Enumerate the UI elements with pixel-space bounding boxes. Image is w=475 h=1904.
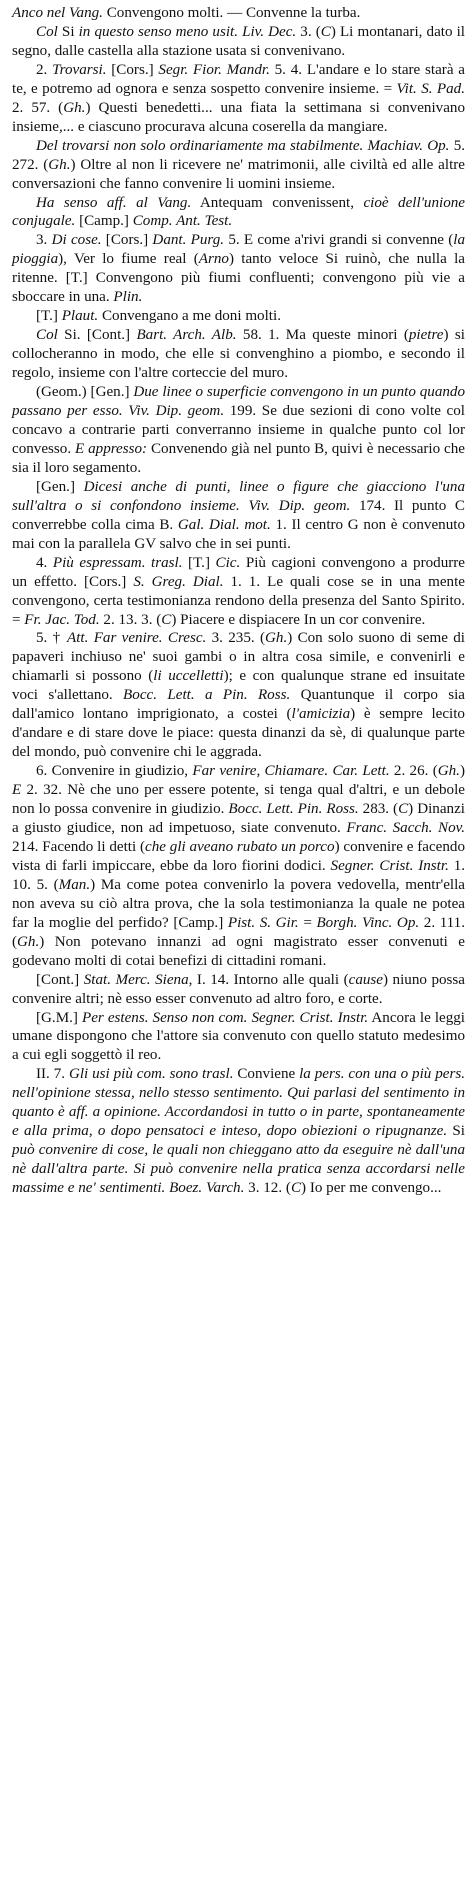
text-run: Si xyxy=(447,1123,465,1140)
text-run: [Cors.] xyxy=(106,61,159,78)
text-run: ) Dinanzi a giusto giudice, non ad impetuoso, siate convenuto. xyxy=(12,801,465,836)
italic-run: Gh. xyxy=(48,156,71,173)
entry-paragraph xyxy=(12,23,465,61)
entry-paragraph xyxy=(12,629,465,762)
italic-run: Plaut. xyxy=(61,308,99,325)
italic-run: Man. xyxy=(58,876,91,893)
entry-paragraph xyxy=(12,478,465,554)
italic-run: Pist. S. Gir. xyxy=(227,914,299,931)
text-run: 1. 10. 5. ( xyxy=(12,857,466,893)
text-run: 3. ( xyxy=(296,23,321,40)
text-run: = xyxy=(298,914,317,931)
text-run: ) Piacere e dispiacere In un cor convenire. xyxy=(171,611,426,628)
text-run: Convenendo già nel punto B, quivi è necessario che sia il loro segamento. xyxy=(12,440,466,476)
italic-run: Borgh. Vinc. Op. xyxy=(316,914,420,931)
text-run: ) si collocheranno in modo, che elle si convenghino a piombo, e secondo il regolo, insieme con l'altre corteccie del muro. xyxy=(12,327,465,382)
italic-run: Fr. Jac. Tod. xyxy=(24,611,100,628)
text-run: 5. 272. ( xyxy=(12,137,466,173)
italic-run: Col xyxy=(36,327,58,344)
italic-run: Gal. Dial. mot. xyxy=(177,516,271,533)
italic-run: Due linee o superficie convengono in un punto quando passano per esso. Viv. Dip. geom. xyxy=(12,384,466,420)
italic-run: Gh. xyxy=(437,763,460,780)
italic-run: Gh. xyxy=(265,630,288,647)
text-run: ) convenire e facendo vista di farli impiccare, ebbe da loro fiorini dodici. xyxy=(12,838,465,874)
italic-run: Di cose. xyxy=(51,232,102,249)
text-run: 2. 32. Nè che uno per essere potente, si tenga qual d'altri, e un debole non lo possa convenire in giudizio. xyxy=(12,782,465,818)
text-run: [Gen.] xyxy=(36,478,84,495)
entry-paragraph xyxy=(12,383,465,478)
text-run: (Geom.) [Gen.] xyxy=(36,384,134,401)
text-run: ); e con qualunque strane ed insuitate voci s'allettano. xyxy=(12,668,465,704)
italic-run: Att. Far venire. Cresc. xyxy=(67,630,207,647)
text-run: ) xyxy=(459,763,465,780)
text-run: 5. E come a'rivi grandi si convenne ( xyxy=(224,232,454,249)
italic-run: Del trovarsi non solo ordinariamente ma stabilmente. Machiav. Op. xyxy=(36,137,450,154)
text-run: 2. 111. ( xyxy=(12,914,465,950)
text-run: [T.] xyxy=(182,554,216,571)
text-run: ) Non potevano innanzi ad ogni magistrato esser convenuti e godevano molti di cotai benefizi di cittadini romani. xyxy=(12,933,465,969)
italic-run: E xyxy=(12,782,22,799)
italic-run: Bocc. Lett. a Pin. Ross. xyxy=(123,687,291,704)
entry-paragraph xyxy=(12,4,465,23)
italic-run: Gh. xyxy=(17,933,40,950)
text-run: ) Con solo suono di seme di papaveri inchiuso ne' suoi gambi o in altra cosa simile, e convenirli e chiamarli si possono ( xyxy=(12,630,465,685)
italic-run: C xyxy=(161,611,172,628)
entry-paragraph xyxy=(12,762,465,970)
entry-paragraph xyxy=(12,1065,465,1198)
italic-run: di cose, le quali non chieggano atto da eseguire nè dall'una nè dall'altra parte. Si può convenire nella pratica senza accordarsi nelle massime e ne' sentimenti. Boez. Varch. xyxy=(12,1142,465,1197)
text-run: 214. Facendo li detti ( xyxy=(12,838,146,855)
text-run: 3. xyxy=(36,232,52,249)
entry-paragraph xyxy=(12,231,465,307)
text-run: 2. xyxy=(36,61,53,78)
text-run: Ancora le leggi umane dispongono che l'attore sia convenuto con quello statuto medesimo a cui egli soggettò il reo. xyxy=(12,1009,466,1064)
italic-run: la pers. con una o più pers. nell'opinione stessa, nello stesso sentimento. Qui parlasi del sentimento in quanto è aff. a opinione. Accordandosi in tutto o in parte, spontaneamente e alla prima, o dopo pensatoci e inteso, dopo obiezioni o ripugnanze. xyxy=(12,1066,465,1140)
italic-run: può convenire xyxy=(12,1142,102,1159)
text-run: Convengono molti. — Convenne la turba. xyxy=(102,5,361,21)
italic-run: Comp. Ant. Test. xyxy=(132,213,233,230)
italic-run: Col xyxy=(36,23,62,40)
italic-run: li uccelletti xyxy=(153,668,224,685)
text-run: 3. 12. ( xyxy=(244,1180,291,1197)
text-run: 199. Se due sezioni di cono volte col concavo a contrarie parti converranno insieme in qualche punto col lor convesso. xyxy=(12,403,465,457)
italic-run: S. Greg. Dial. xyxy=(133,573,224,590)
italic-run: Stat. Merc. Siena, xyxy=(83,971,193,988)
text-run: 6. Convenire in giudizio, xyxy=(36,763,193,780)
italic-run: Più espressam. trasl. xyxy=(52,554,183,571)
italic-run: Per estens. Senso non com. Segner. Crist. Instr. xyxy=(81,1009,369,1026)
italic-run: E appresso: xyxy=(75,440,148,457)
text-run: 283. ( xyxy=(358,801,399,818)
italic-run: che gli aveano rubato un porco xyxy=(145,838,335,855)
italic-run: l'amicizia xyxy=(291,706,351,723)
italic-run: pietre xyxy=(408,327,444,344)
text-run: Convengano a me doni molti. xyxy=(98,308,281,325)
text-run: 3. 235. ( xyxy=(206,630,265,647)
italic-run: Anco nel Vang. xyxy=(12,5,103,21)
text-run: 2. 13. 3. ( xyxy=(99,611,162,628)
text-run: [G.M.] xyxy=(36,1009,82,1026)
text-run: ) tanto veloce Si ruinò, che nulla la ritenne. [T.] Convengono più fiumi confluenti; convengono più vie a sboccare in una. xyxy=(12,251,465,306)
text-run: II. 7. xyxy=(36,1066,69,1083)
text-run: ) Li montanari, dato il segno, dalle castella alla stazione usata si convenivano. xyxy=(12,23,465,59)
text-run: ) Oltre al non li ricevere ne' matrimonii, alle civiltà ed alle altre conversazioni che fanno convenire li uomini insieme. xyxy=(12,156,465,192)
text-run: Conviene xyxy=(233,1066,300,1083)
entry-paragraph xyxy=(12,971,465,1009)
italic-run: in questo senso meno usit. Liv. Dec. xyxy=(74,23,297,40)
entry-paragraph xyxy=(12,554,465,630)
text-run: ) è sempre lecito d'andare e di stare dove le piace: questa dinanzi da sè, di qualunque parte del mondo, può convenire chi le aggrada. xyxy=(12,706,465,761)
text-run: 4. xyxy=(36,554,53,571)
entry-paragraph xyxy=(12,137,465,194)
italic-run: Ha senso aff. al Vang. xyxy=(36,194,192,211)
italic-run: Cic. xyxy=(215,554,241,571)
text-run: [Camp.] xyxy=(75,213,133,230)
text-run: Antequam convenissent, xyxy=(191,194,364,211)
text-run: 5. 4. L'andare e lo stare starà a te, e potremo ad ognora e senza sospetto convenire insieme. = xyxy=(12,61,466,97)
text-run: Più cagioni convengono a produrre un effetto. [Cors.] xyxy=(12,554,465,590)
italic-run: Far venire, Chiamare. Car. Lett. xyxy=(192,763,390,780)
italic-run: Dant. Purg. xyxy=(152,232,225,249)
text-run: I. 14. Intorno alle quali ( xyxy=(192,971,349,988)
italic-run: Trovarsi. xyxy=(52,61,107,78)
italic-run: cioè dell'unione conjugale. xyxy=(12,194,465,230)
entry-paragraph xyxy=(12,1009,465,1066)
italic-run: C xyxy=(290,1180,302,1197)
text-run: 1. 1. Le quali cose se in una mente convengono, certa testimonianza rendono della presenza del Santo Spirito. = xyxy=(12,573,465,628)
text-run: ) niuno possa convenire altri; nè esso esser convenuto ad altro foro, e corte. xyxy=(12,971,465,1007)
entry-paragraph xyxy=(12,326,465,383)
italic-run: Franc. Sacch. Nov. xyxy=(346,819,465,836)
italic-run: Bart. Arch. Alb. xyxy=(136,327,237,344)
entry-paragraph xyxy=(12,61,465,137)
text-run: ) Questi benedetti... una fiata la settimana si convenivano insieme,... e ciascuno procurava alcuna coserella da mangiare. xyxy=(12,99,465,135)
text-run: [Cont.] xyxy=(36,971,84,988)
italic-run: la pioggia xyxy=(12,232,466,268)
italic-run: Gh. xyxy=(63,99,86,116)
italic-run: Arno xyxy=(198,251,229,268)
italic-run: cause xyxy=(348,971,383,988)
italic-run: Plin. xyxy=(113,289,143,306)
text-run: [T.] xyxy=(36,308,62,325)
entry-paragraph xyxy=(12,194,465,232)
italic-run: Dicesi anche di punti, linee o figure che giacciono l'una sull'altra o si confondono insieme. Viv. Dip. geom. xyxy=(12,478,465,514)
text-run: ) Ma come potea convenirlo la povera vedovella, mentr'ella non aveva su ciò altra prova, che la sola testimonianza la quale ne potea far la moglie del perfido? [Camp.] xyxy=(12,876,466,931)
italic-run: Gli usi più com. sono trasl. xyxy=(68,1066,234,1083)
italic-run: C xyxy=(320,23,331,40)
italic-run: Segr. Fior. Mandr. xyxy=(158,61,270,78)
text-run: 2. 57. ( xyxy=(12,99,64,116)
text-run: Si. [Cont.] xyxy=(57,327,137,344)
text-run: 1. Il centro G non è convenuto mai con la parallela GV salvo che in sei punti. xyxy=(12,516,466,552)
text-run: 174. Il punto C converrebbe colla cima B. xyxy=(12,497,465,533)
italic-run: Segner. Crist. Instr. xyxy=(330,857,449,874)
text-run: ) Io per me convengo... xyxy=(301,1180,442,1197)
text-run: 58. 1. Ma queste minori ( xyxy=(236,327,409,344)
text-run: [Cors.] xyxy=(101,232,153,249)
italic-run: Vit. S. Pad. xyxy=(396,80,465,97)
italic-run: Bocc. Lett. Pin. Ross. xyxy=(228,801,359,818)
text-run: 2. 26. ( xyxy=(389,763,438,780)
text-run: 5. † xyxy=(36,630,68,647)
text-run: Si xyxy=(61,23,75,40)
text-run: ), Ver lo fiume real ( xyxy=(58,251,199,268)
text-run: Quantunque il corpo sia dall'amico lontano imprigionato, a costei ( xyxy=(12,687,466,723)
entry-paragraph xyxy=(12,307,465,326)
italic-run: C xyxy=(398,801,409,818)
